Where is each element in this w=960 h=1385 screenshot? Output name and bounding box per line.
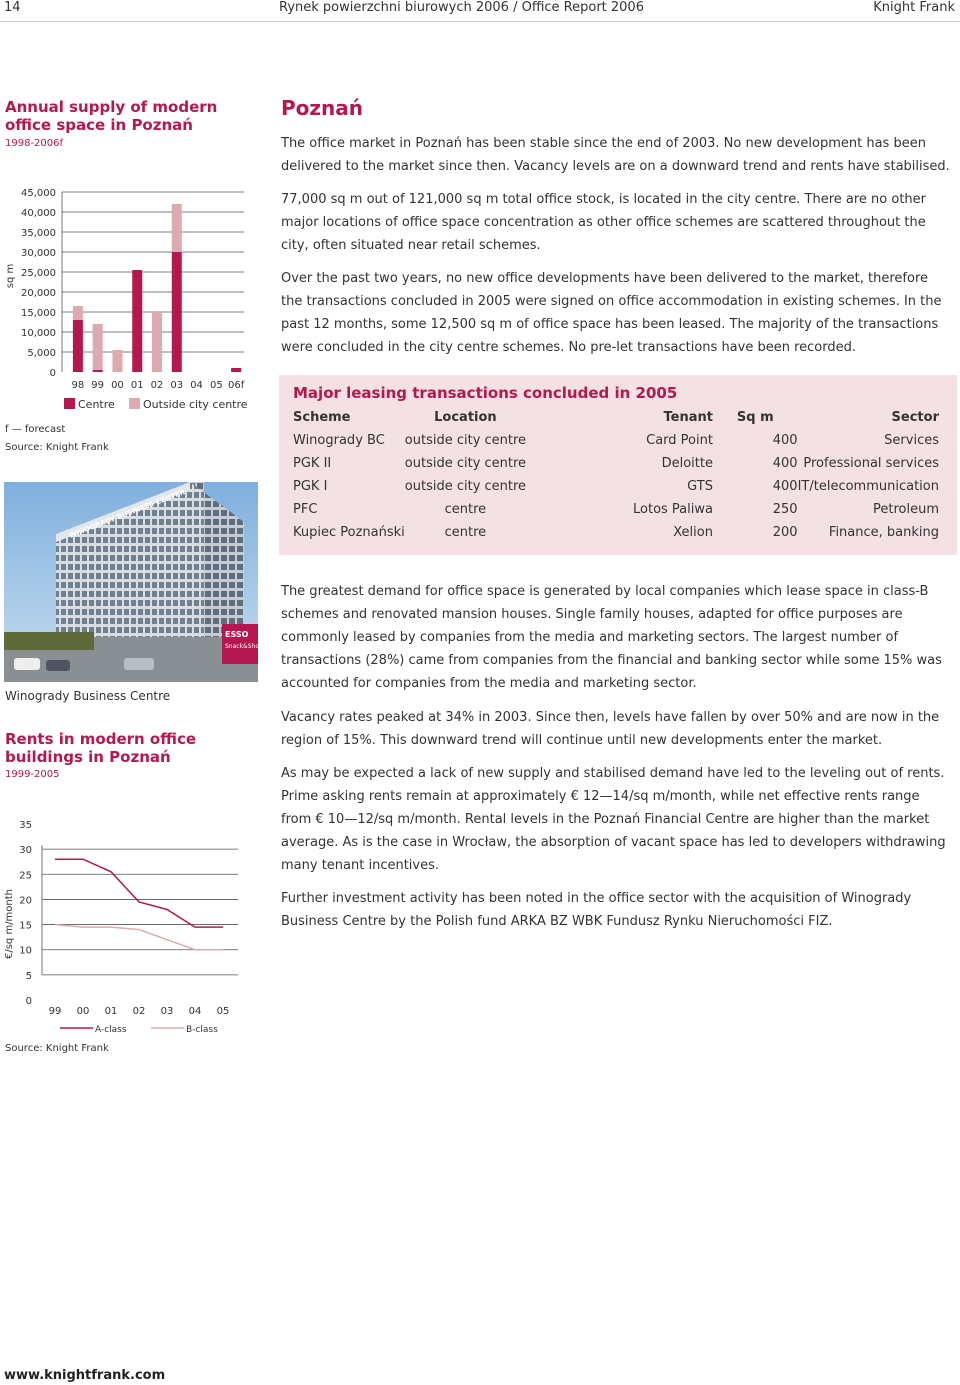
table-cell: Petroleum bbox=[873, 502, 939, 517]
table-cell: centre bbox=[444, 525, 487, 540]
legend-label-centre: Centre bbox=[78, 398, 115, 411]
table-cell: 400 bbox=[772, 479, 798, 494]
y-tick-label: 15,000 bbox=[21, 308, 56, 319]
table-cell: outside city centre bbox=[404, 479, 527, 494]
table-cell: outside city centre bbox=[404, 456, 527, 471]
leasing-title: Major leasing transactions concluded in 2005 bbox=[293, 384, 678, 402]
legend-label-outside: Outside city centre bbox=[143, 398, 248, 411]
y-tick-label: 35,000 bbox=[21, 228, 56, 239]
leasing-table bbox=[293, 406, 939, 544]
table-cell: Professional services bbox=[803, 456, 939, 471]
x-tick-label: 00 bbox=[76, 1006, 90, 1017]
y-tick-label: 25 bbox=[19, 870, 32, 882]
leasing-panel bbox=[279, 375, 957, 555]
x-tick-label: 00 bbox=[111, 380, 124, 391]
y-tick-label: 45,000 bbox=[21, 188, 56, 199]
y-tick-label: 25,000 bbox=[21, 268, 56, 279]
bar-centre bbox=[93, 370, 103, 372]
x-tick-label: 05 bbox=[216, 1006, 230, 1017]
table-cell: 400 bbox=[772, 456, 798, 471]
table-cell: Lotos Paliwa bbox=[633, 502, 713, 517]
table-cell: Deloitte bbox=[661, 456, 713, 471]
x-tick-label: 99 bbox=[91, 380, 105, 391]
table-cell: Card Point bbox=[646, 433, 713, 448]
y-tick-label: 10,000 bbox=[21, 328, 56, 339]
x-tick-label: 02 bbox=[150, 380, 164, 391]
y-tick-label: 0 bbox=[49, 368, 56, 379]
x-tick-label: 03 bbox=[160, 1006, 174, 1017]
supply-chart-title: Annual supply of modern office space in Poznań bbox=[5, 98, 218, 134]
x-tick-label: 04 bbox=[190, 380, 203, 391]
supply-chart-source: Source: Knight Frank bbox=[5, 442, 109, 453]
article-paragraph: The office market in Poznań has been stable since the end of 2003. No new development has been delivered to the market since then. Vacancy levels are on a downward trend and rents have stabilised. bbox=[281, 136, 950, 174]
building-photo bbox=[4, 482, 263, 682]
header-divider bbox=[0, 21, 960, 22]
y-tick-label: 15 bbox=[19, 920, 32, 932]
bar-centre bbox=[172, 252, 182, 372]
table-cell: Finance, banking bbox=[828, 525, 939, 540]
table-cell: outside city centre bbox=[404, 433, 527, 448]
supply-chart-footnote: f — forecast bbox=[5, 424, 66, 435]
article-paragraph: 77,000 sq m out of 121,000 sq m total office stock, is located in the city centre. There are no other major locations of office space concentration as other office schemes are scattered throughout the city, often situated near retail schemes. bbox=[281, 192, 927, 253]
photo-caption: Winogrady Business Centre bbox=[5, 689, 171, 703]
bar-outside bbox=[172, 204, 182, 252]
y-tick-label: 20,000 bbox=[21, 288, 56, 299]
y-tick-label: 40,000 bbox=[21, 208, 56, 219]
table-cell: IT/telecommunication bbox=[797, 479, 939, 494]
legend-swatch-centre bbox=[64, 398, 75, 409]
article-paragraph: Over the past two years, no new office developments have been delivered to the market, therefore the transactions concluded in 2005 were signed on office accommodation in existing schemes. In the past 12 months, some 12,500 sq m of office space has been leased. The majority of the transactions were concluded in the city centre schemes. No pre-let transactions have been recorded. bbox=[281, 271, 942, 355]
page-number: 14 bbox=[4, 0, 21, 15]
y-tick-label: 5,000 bbox=[27, 348, 56, 359]
table-row bbox=[293, 475, 939, 498]
brand-name: Knight Frank bbox=[873, 0, 955, 15]
y-tick-label: 10 bbox=[19, 945, 32, 957]
x-tick-label: 98 bbox=[71, 380, 85, 391]
table-cell: Kupiec Poznański bbox=[293, 525, 405, 540]
article-title: Poznań bbox=[281, 96, 364, 120]
y-tick-label: 5 bbox=[25, 970, 32, 982]
rents-chart bbox=[0, 810, 260, 1040]
y-tick-label: 20 bbox=[19, 895, 32, 907]
x-tick-label: 06f bbox=[227, 380, 245, 391]
y-tick-label: 0 bbox=[25, 996, 32, 1007]
bar-centre bbox=[132, 270, 142, 372]
y-tick-label: 30 bbox=[19, 845, 32, 857]
article-paragraph: As may be expected a lack of new supply and stabilised demand have led to the leveling out of rents. Prime asking rents remain at approximately € 12—14/sq m/month, while net effective rents range from € 10—12/sq m/month. Rental levels in the Poznań Financial Centre are higher than the market average. As is the case in Wrocław, the absorption of vacant space has led to developers withdrawing many tenant incentives. bbox=[281, 766, 946, 873]
table-cell: Winogrady BC bbox=[293, 433, 385, 448]
column-header: Tenant bbox=[663, 410, 713, 425]
x-tick-label: 01 bbox=[104, 1006, 118, 1017]
legend-label-a-class: A-class bbox=[95, 1025, 127, 1035]
snack-shop-sign: Snack&Shop bbox=[225, 643, 263, 650]
x-tick-label: 05 bbox=[209, 380, 223, 391]
building-sign: WINOGRADY BUSINESS CENTER bbox=[67, 488, 187, 540]
bar-centre bbox=[73, 320, 83, 372]
x-tick-label: 99 bbox=[48, 1006, 62, 1017]
table-cell: 400 bbox=[772, 433, 798, 448]
article-paragraph: The greatest demand for office space is generated by local companies which lease space in class-B schemes and renovated mansion houses. Single family houses, adapted for office purposes are commonly leased by companies from the media and marketing sectors. The largest number of transactions (28%) came from companies from the financial and banking sector while some 15% was accounted for companies from the media and marketing sector. bbox=[281, 584, 942, 691]
x-tick-label: 04 bbox=[188, 1006, 202, 1017]
column-header: Sector bbox=[891, 410, 939, 425]
website-link[interactable]: www.knightfrank.com bbox=[4, 1368, 166, 1383]
y-tick-label: 30,000 bbox=[21, 248, 56, 259]
supply-chart bbox=[0, 180, 260, 420]
table-cell: 250 bbox=[772, 502, 798, 517]
report-title: Rynek powierzchni biurowych 2006 / Office Report 2006 bbox=[279, 0, 644, 15]
bar-centre bbox=[231, 368, 241, 372]
y-tick-label: 35 bbox=[19, 820, 32, 831]
rents-chart-subtitle: 1999-2005 bbox=[5, 769, 60, 780]
x-tick-label: 02 bbox=[132, 1006, 146, 1017]
table-row bbox=[293, 429, 939, 452]
table-row bbox=[293, 498, 939, 521]
rents-chart-source: Source: Knight Frank bbox=[5, 1043, 109, 1054]
column-header: Scheme bbox=[293, 410, 351, 425]
column-header: Location bbox=[434, 410, 497, 425]
rents-chart-title: Rents in modern office buildings in Poznań bbox=[5, 730, 197, 766]
table-cell: PGK I bbox=[293, 479, 328, 494]
bar-outside bbox=[73, 306, 83, 320]
series-line-b-class bbox=[55, 925, 223, 950]
rents-chart-ylabel: €/sq m/month bbox=[4, 888, 15, 960]
legend-label-b-class: B-class bbox=[186, 1025, 218, 1035]
bar-outside bbox=[93, 324, 103, 370]
esso-sign: ESSO bbox=[225, 630, 249, 639]
bar-outside bbox=[152, 312, 162, 372]
table-cell: centre bbox=[444, 502, 487, 517]
table-cell: PGK II bbox=[293, 456, 332, 471]
table-cell: PFC bbox=[293, 502, 318, 517]
x-tick-label: 01 bbox=[130, 380, 144, 391]
table-cell: GTS bbox=[687, 479, 713, 494]
table-cell: Services bbox=[884, 433, 939, 448]
table-cell: 200 bbox=[772, 525, 798, 540]
table-cell: Xelion bbox=[673, 525, 713, 540]
table-header-row bbox=[293, 406, 939, 429]
article-paragraph: Vacancy rates peaked at 34% in 2003. Since then, levels have fallen by over 50% and are now in the region of 15%. This downward trend will continue until new developments enter the market. bbox=[281, 710, 940, 748]
building-illustration bbox=[4, 482, 263, 682]
supply-chart-subtitle: 1998-2006f bbox=[5, 138, 64, 149]
legend-swatch-outside bbox=[129, 398, 140, 409]
series-line-a-class bbox=[55, 859, 223, 927]
x-tick-label: 03 bbox=[170, 380, 184, 391]
column-header: Sq m bbox=[736, 410, 774, 425]
article-paragraph: Further investment activity has been noted in the office sector with the acquisition of Winogrady Business Centre by the Polish fund ARKA BZ WBK Fundusz Rynku Nieruchomości FIZ. bbox=[281, 891, 912, 929]
supply-chart-ylabel: sq m bbox=[5, 263, 16, 289]
table-row bbox=[293, 521, 939, 544]
table-row bbox=[293, 452, 939, 475]
bar-outside bbox=[112, 350, 122, 372]
